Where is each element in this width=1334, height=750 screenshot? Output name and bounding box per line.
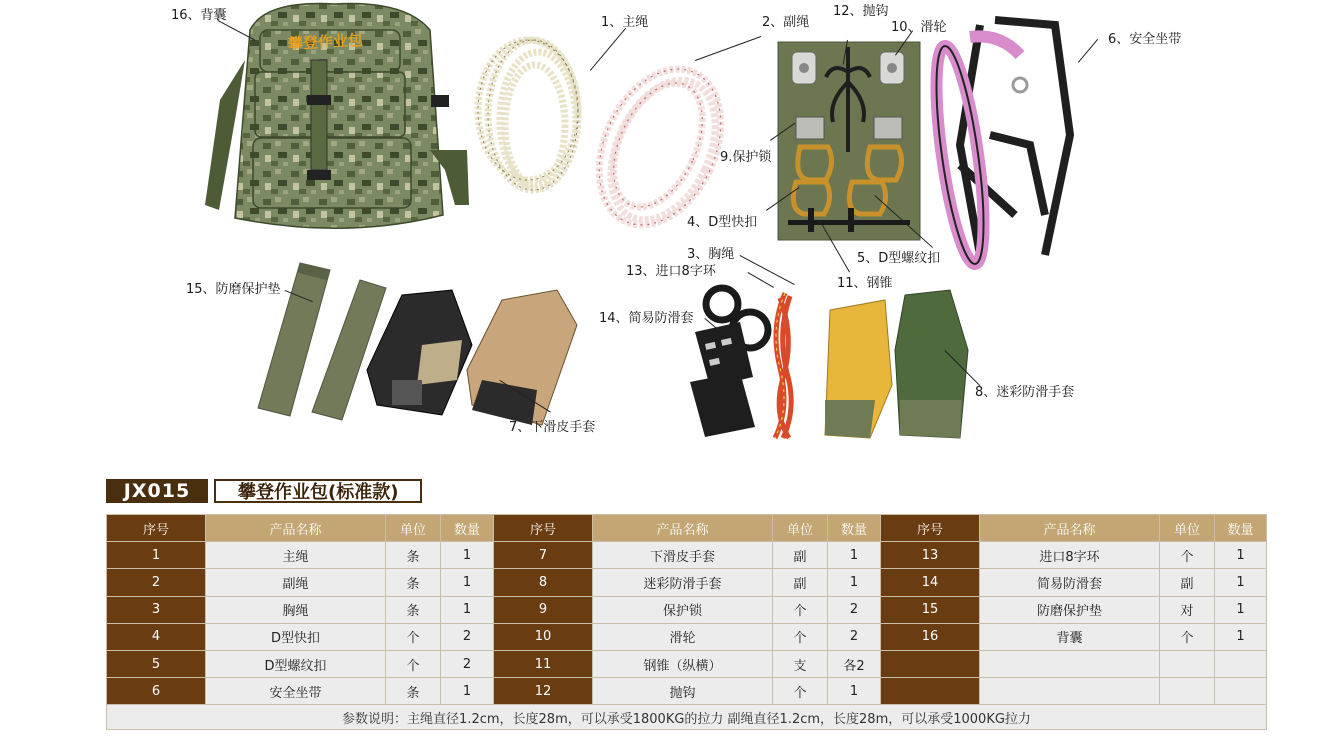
item-number	[881, 678, 980, 705]
item-quantity: 1	[441, 569, 494, 596]
item-number: 7	[494, 542, 593, 569]
callout-14: 14、简易防滑套	[599, 311, 694, 326]
callout-5: 5、D型螺纹扣	[857, 251, 941, 266]
item-number: 2	[107, 569, 206, 596]
callout-11: 11、钢锥	[837, 276, 893, 291]
kit-title: 攀登作业包(标准款)	[214, 479, 422, 503]
item-name: 滑轮	[593, 623, 773, 650]
callout-6: 6、安全坐带	[1108, 32, 1182, 47]
parameter-note: 参数说明：主绳直径1.2cm，长度28m，可以承受1800KG的拉力 副绳直径1.2cm，长度28m，可以承受1000KG拉力	[107, 705, 1267, 730]
anti-slip-sleeve-illustration	[685, 322, 775, 437]
item-quantity: 1	[1215, 542, 1267, 569]
item-name: 副绳	[206, 569, 386, 596]
item-quantity: 1	[441, 596, 494, 623]
column-header: 单位	[386, 515, 441, 542]
table-row	[107, 569, 1267, 596]
table-row	[107, 596, 1267, 623]
harness-illustration	[920, 15, 1085, 270]
item-quantity: 2	[828, 596, 881, 623]
item-unit: 个	[386, 650, 441, 677]
contents-table	[106, 514, 1267, 730]
column-header: 产品名称	[593, 515, 773, 542]
item-name: 迷彩防滑手套	[593, 569, 773, 596]
table-row	[107, 650, 1267, 677]
item-number: 14	[881, 569, 980, 596]
item-name: 安全坐带	[206, 678, 386, 705]
item-number: 6	[107, 678, 206, 705]
item-number: 16	[881, 623, 980, 650]
table-header-row	[107, 515, 1267, 542]
item-number: 4	[107, 623, 206, 650]
item-unit: 个	[773, 623, 828, 650]
callout-9: 9.保护锁	[720, 150, 772, 165]
column-header: 数量	[828, 515, 881, 542]
hardware-board-illustration	[778, 42, 920, 240]
callout-16: 16、背囊	[171, 8, 227, 23]
table-row	[107, 623, 1267, 650]
item-name: 主绳	[206, 542, 386, 569]
main-rope-illustration	[473, 20, 603, 195]
item-number: 5	[107, 650, 206, 677]
item-number: 8	[494, 569, 593, 596]
column-header: 单位	[773, 515, 828, 542]
note-row	[107, 705, 1267, 730]
item-name: 进口8字环	[980, 542, 1160, 569]
item-unit: 对	[1160, 596, 1215, 623]
item-number: 9	[494, 596, 593, 623]
callout-1: 1、主绳	[601, 15, 649, 30]
bag-print-text: 攀登作业包	[287, 31, 364, 53]
item-quantity: 2	[441, 623, 494, 650]
item-unit	[1160, 678, 1215, 705]
item-unit: 副	[1160, 569, 1215, 596]
item-unit: 个	[386, 623, 441, 650]
item-number: 11	[494, 650, 593, 677]
chest-rope-illustration	[765, 288, 805, 443]
callout-3: 3、胸绳	[687, 247, 735, 262]
item-number: 12	[494, 678, 593, 705]
item-quantity: 各2	[828, 650, 881, 677]
column-header: 序号	[107, 515, 206, 542]
column-header: 单位	[1160, 515, 1215, 542]
item-unit: 条	[386, 678, 441, 705]
item-quantity: 1	[1215, 623, 1267, 650]
item-name: D型螺纹扣	[206, 650, 386, 677]
item-unit: 个	[1160, 623, 1215, 650]
kit-title-bar	[106, 479, 422, 503]
column-header: 产品名称	[980, 515, 1160, 542]
callout-7: 7、下滑皮手套	[509, 420, 596, 435]
callout-15: 15、防磨保护垫	[186, 282, 281, 297]
item-number: 1	[107, 542, 206, 569]
item-quantity: 2	[828, 623, 881, 650]
item-unit: 条	[386, 542, 441, 569]
callout-2: 2、副绳	[762, 15, 810, 30]
item-name: 简易防滑套	[980, 569, 1160, 596]
item-name: 抛钩	[593, 678, 773, 705]
item-name: 保护锁	[593, 596, 773, 623]
callout-8: 8、迷彩防滑手套	[975, 385, 1075, 400]
item-quantity	[1215, 678, 1267, 705]
column-header: 数量	[1215, 515, 1267, 542]
camo-gloves-illustration	[820, 290, 970, 440]
item-name: 下滑皮手套	[593, 542, 773, 569]
item-number: 10	[494, 623, 593, 650]
callout-10: 10、滑轮	[891, 20, 947, 35]
item-unit	[1160, 650, 1215, 677]
item-name: D型快扣	[206, 623, 386, 650]
item-unit: 支	[773, 650, 828, 677]
item-unit: 副	[773, 569, 828, 596]
item-name: 背囊	[980, 623, 1160, 650]
item-number: 13	[881, 542, 980, 569]
secondary-rope-illustration	[588, 55, 738, 235]
item-number	[881, 650, 980, 677]
table-row	[107, 542, 1267, 569]
column-header: 产品名称	[206, 515, 386, 542]
column-header: 数量	[441, 515, 494, 542]
leather-gloves-illustration	[362, 285, 587, 430]
item-quantity: 1	[441, 542, 494, 569]
item-name: 胸绳	[206, 596, 386, 623]
item-quantity: 1	[828, 678, 881, 705]
item-quantity: 1	[1215, 569, 1267, 596]
item-number: 15	[881, 596, 980, 623]
item-name	[980, 650, 1160, 677]
item-unit: 条	[386, 569, 441, 596]
leader-line-3	[740, 255, 795, 285]
column-header: 序号	[494, 515, 593, 542]
item-quantity: 1	[441, 678, 494, 705]
item-quantity: 2	[441, 650, 494, 677]
item-unit: 条	[386, 596, 441, 623]
column-header: 序号	[881, 515, 980, 542]
item-name: 钢锥（纵横）	[593, 650, 773, 677]
item-unit: 个	[1160, 542, 1215, 569]
item-name: 防磨保护垫	[980, 596, 1160, 623]
item-unit: 个	[773, 678, 828, 705]
model-code: JX015	[106, 479, 208, 503]
item-quantity	[1215, 650, 1267, 677]
item-quantity: 1	[1215, 596, 1267, 623]
callout-12: 12、抛钩	[833, 4, 889, 19]
item-name	[980, 678, 1160, 705]
callout-4: 4、D型快扣	[687, 215, 758, 230]
item-unit: 个	[773, 596, 828, 623]
item-quantity: 1	[828, 542, 881, 569]
item-quantity: 1	[828, 569, 881, 596]
item-unit: 副	[773, 542, 828, 569]
item-number: 3	[107, 596, 206, 623]
table-row	[107, 678, 1267, 705]
callout-13: 13、进口8字环	[626, 264, 716, 279]
